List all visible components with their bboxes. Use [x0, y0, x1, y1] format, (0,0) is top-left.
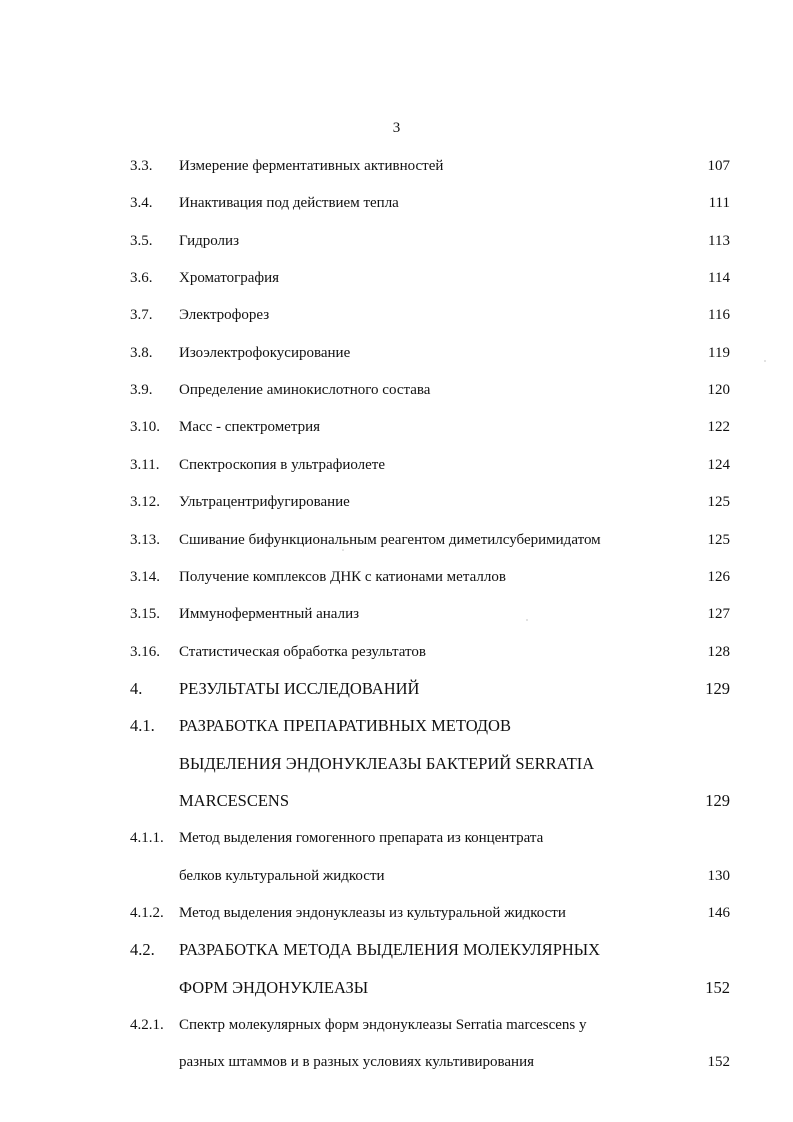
toc-page-number: 107: [707, 158, 730, 174]
toc-page-number: 127: [707, 606, 730, 622]
toc-section-number: 4.1.1.: [130, 830, 164, 846]
toc-section-number: 3.8.: [130, 345, 153, 361]
toc-entry: [0, 191, 793, 215]
toc-section-title: MARCESCENS: [179, 791, 290, 810]
toc-section-number: 4.2.: [130, 940, 155, 959]
toc-section-title: Метод выделения гомогенного препарата из концентрата: [179, 830, 544, 846]
toc-entry: [0, 565, 793, 589]
toc-page-number: 113: [708, 233, 730, 249]
toc-entry: [0, 341, 793, 365]
toc-entry: [0, 266, 793, 290]
toc-section-number: 3.12.: [130, 494, 160, 510]
toc-section-title: Получение комплексов ДНК с катионами металлов: [179, 569, 506, 585]
toc-section-title: ВЫДЕЛЕНИЯ ЭНДОНУКЛЕАЗЫ БАКТЕРИЙ SERRATIA: [179, 754, 595, 773]
toc-page-number: 122: [707, 419, 730, 435]
toc-section-title: Статистическая обработка результатов: [179, 644, 426, 660]
toc-entry: [0, 901, 793, 925]
toc-page-number: 111: [708, 195, 730, 211]
toc-section-number: 3.3.: [130, 158, 153, 174]
toc-section-number: 3.6.: [130, 270, 153, 286]
toc-page-number: 116: [708, 307, 730, 323]
toc-page-number: 125: [707, 532, 730, 548]
toc-section-title: РАЗРАБОТКА МЕТОДА ВЫДЕЛЕНИЯ МОЛЕКУЛЯРНЫХ: [179, 940, 601, 959]
toc-section-number: 3.15.: [130, 606, 160, 622]
toc-page-number: 152: [707, 1054, 730, 1070]
scan-speck: [764, 360, 766, 362]
toc-section-title: Спектроскопия в ультрафиолете: [179, 457, 386, 473]
toc-section-number: 4.: [130, 679, 143, 698]
toc-entry: [0, 453, 793, 477]
toc-page-number: 126: [707, 569, 730, 585]
toc-entry: [0, 714, 793, 738]
toc-section-title: Инактивация под действием тепла: [179, 195, 399, 211]
toc-section-number: 4.1.2.: [130, 905, 164, 921]
toc-section-title: Электрофорез: [179, 307, 270, 323]
toc-entry: [0, 976, 793, 1000]
toc-section-title: Метод выделения эндонуклеазы из культуральной жидкости: [179, 905, 566, 921]
toc-section-title: РЕЗУЛЬТАТЫ ИССЛЕДОВАНИЙ: [179, 679, 420, 698]
toc-section-title: Иммуноферментный анализ: [179, 606, 360, 622]
toc-entry: [0, 677, 793, 701]
toc-section-number: 3.10.: [130, 419, 160, 435]
toc-page-number: 119: [708, 345, 730, 361]
toc-section-number: 4.2.1.: [130, 1017, 164, 1033]
toc-section-number: 3.7.: [130, 307, 153, 323]
toc-section-title: Определение аминокислотного состава: [179, 382, 431, 398]
toc-section-title: Сшивание бифункциональным реагентом диметилсуберимидатом: [179, 532, 601, 548]
toc-page-number: 146: [707, 905, 730, 921]
toc-section-number: 3.4.: [130, 195, 153, 211]
toc-section-title: белков культуральной жидкости: [179, 868, 385, 884]
toc-entry: [0, 826, 793, 850]
scan-speck: [526, 619, 528, 621]
toc-entry: [0, 864, 793, 888]
toc-section-title: Масс - спектрометрия: [179, 419, 321, 435]
toc-page-number: 125: [707, 494, 730, 510]
toc-section-title: ФОРМ ЭНДОНУКЛЕАЗЫ: [179, 978, 369, 997]
toc-entry: [0, 1013, 793, 1037]
toc-page-number: 114: [708, 270, 730, 286]
toc-entry: [0, 789, 793, 813]
scan-speck: [342, 549, 344, 551]
toc-section-title: Изоэлектрофокусирование: [179, 345, 351, 361]
toc-entry: [0, 528, 793, 552]
toc-entry: [0, 752, 793, 776]
toc-page-number: 124: [707, 457, 730, 473]
toc-entry: [0, 938, 793, 962]
toc-section-title: РАЗРАБОТКА ПРЕПАРАТИВНЫХ МЕТОДОВ: [179, 716, 511, 735]
toc-entry: [0, 640, 793, 664]
toc-page-number: 130: [707, 868, 730, 884]
toc-entry: [0, 415, 793, 439]
toc-page-number: 152: [705, 978, 730, 997]
toc-section-number: 3.11.: [130, 457, 160, 473]
toc-entry: [0, 490, 793, 514]
toc-page-number: 129: [705, 791, 730, 810]
toc-section-title: Спектр молекулярных форм эндонуклеазы Serratia marcescens у: [179, 1017, 587, 1033]
toc-section-title: разных штаммов и в разных условиях культивирования: [179, 1054, 535, 1070]
toc-entry: [0, 602, 793, 626]
toc-page-number: 129: [705, 679, 730, 698]
toc-page-number: 128: [707, 644, 730, 660]
toc-section-title: Измерение ферментативных активностей: [179, 158, 444, 174]
toc-entry: [0, 303, 793, 327]
page-number: 3: [392, 120, 401, 136]
toc-entry: [0, 229, 793, 253]
toc-page-number: 120: [707, 382, 730, 398]
toc-section-title: Гидролиз: [179, 233, 239, 249]
toc-section-number: 4.1.: [130, 716, 155, 735]
toc-section-number: 3.9.: [130, 382, 153, 398]
toc-entry: [0, 1050, 793, 1074]
toc-section-number: 3.14.: [130, 569, 160, 585]
toc-entry: [0, 154, 793, 178]
toc-section-number: 3.5.: [130, 233, 153, 249]
toc-section-number: 3.13.: [130, 532, 160, 548]
toc-section-number: 3.16.: [130, 644, 160, 660]
toc-section-title: Хроматография: [179, 270, 280, 286]
toc-section-title: Ультрацентрифугирование: [179, 494, 350, 510]
toc-entry: [0, 378, 793, 402]
